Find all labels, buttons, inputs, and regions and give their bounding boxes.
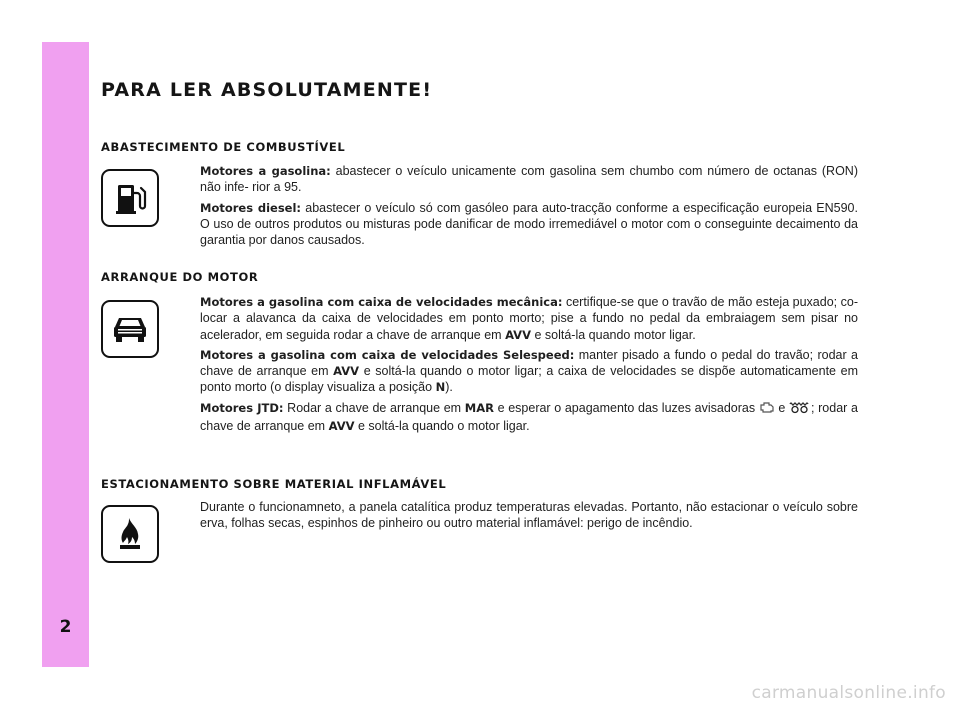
sidebar-stripe <box>42 42 89 667</box>
fuel-pump-icon <box>101 169 159 227</box>
start-jtd-paragraph <box>184 400 858 435</box>
start-jtd-text-d: ; rodar a chave de arranque em <box>200 400 858 434</box>
start-selespeed-kw-n: N <box>435 380 446 395</box>
car-front-icon <box>101 300 159 358</box>
parking-paragraph: Durante o funcionamneto, a panela catalítica produz temperaturas elevadas. Portanto, não estacionar o veículo sobre erva, folhas secas, espinhos de pinheiro ou outro material inflamável: perigo de incêndio. <box>200 500 858 531</box>
fuel-section-text <box>184 163 858 252</box>
flame-icon <box>101 505 159 563</box>
start-manual-text-b: e soltá-la quando motor ligar. <box>534 327 696 342</box>
start-section-heading: ARRANQUE DO MOTOR <box>101 270 259 284</box>
start-jtd-lead: Motores JTD: <box>200 400 284 415</box>
start-jtd-text-a: Rodar a chave de arranque em <box>287 400 462 415</box>
page-title: PARA LER ABSOLUTAMENTE! <box>101 79 433 101</box>
engine-warning-icon <box>759 400 775 418</box>
start-selespeed-lead: Motores a gasolina com caixa de velocidades Selespeed: <box>200 347 575 362</box>
start-jtd-text-b: e esperar o apagamento das luzes avisadoras <box>497 400 756 415</box>
start-manual-paragraph <box>184 294 858 343</box>
start-selespeed-text-c: ). <box>445 380 453 395</box>
parking-section-heading: ESTACIONAMENTO SOBRE MATERIAL INFLAMÁVEL <box>101 477 447 491</box>
start-manual-text-a: certifique-se que o travão de mão esteja puxado; co- locar a alavanca da caixa de velocidades em ponto morto; pise a fundo no pedal da embraiagem sem pisar no acelerador, em seguida rodar a chave de arranque em <box>200 295 858 342</box>
start-section-text <box>184 294 858 438</box>
start-jtd-text-c: e <box>778 400 786 415</box>
fuel-gasoline-lead: Motores a gasolina: <box>200 164 331 178</box>
start-manual-lead: Motores a gasolina com caixa de velocidades mecânica: <box>200 295 563 309</box>
watermark: carmanualsonline.info <box>751 683 946 703</box>
start-jtd-kw-avv: AVV <box>328 419 355 434</box>
fuel-gasoline-paragraph <box>184 163 858 196</box>
glow-plug-icon <box>789 400 811 418</box>
fuel-diesel-paragraph <box>184 200 858 249</box>
fuel-diesel-text: abastecer o veículo só com gasóleo para auto-tracção conforme a especificação europeia EN590. O uso de outros produtos ou misturas pode danificar de modo irremediável o motor com o conseguinte decaimento da garantia por danos causados. <box>200 200 858 248</box>
start-jtd-kw-mar: MAR <box>464 400 494 415</box>
page-number: 2 <box>59 617 72 637</box>
parking-section-text <box>184 499 858 536</box>
fuel-diesel-lead: Motores diesel: <box>200 200 301 215</box>
fuel-section-heading: ABASTECIMENTO DE COMBUSTÍVEL <box>101 140 346 154</box>
start-manual-kw-avv: AVV <box>505 327 531 342</box>
start-selespeed-text-a: manter pisado a fundo o pedal do travão; rodar a chave de arranque em <box>200 347 858 379</box>
start-selespeed-kw-avv: AVV <box>333 364 360 379</box>
fuel-gasoline-text: abastecer o veículo unicamente com gasolina sem chumbo com número de octanas (RON) não infe- rior a 95. <box>200 164 858 195</box>
start-selespeed-paragraph <box>184 347 858 396</box>
start-selespeed-text-b: e soltá-la quando o motor ligar; a caixa de velocidades se dispõe automaticamente em ponto morto (o display visualiza a posição <box>200 364 858 395</box>
start-jtd-text-e: e soltá-la quando o motor ligar. <box>357 419 530 434</box>
